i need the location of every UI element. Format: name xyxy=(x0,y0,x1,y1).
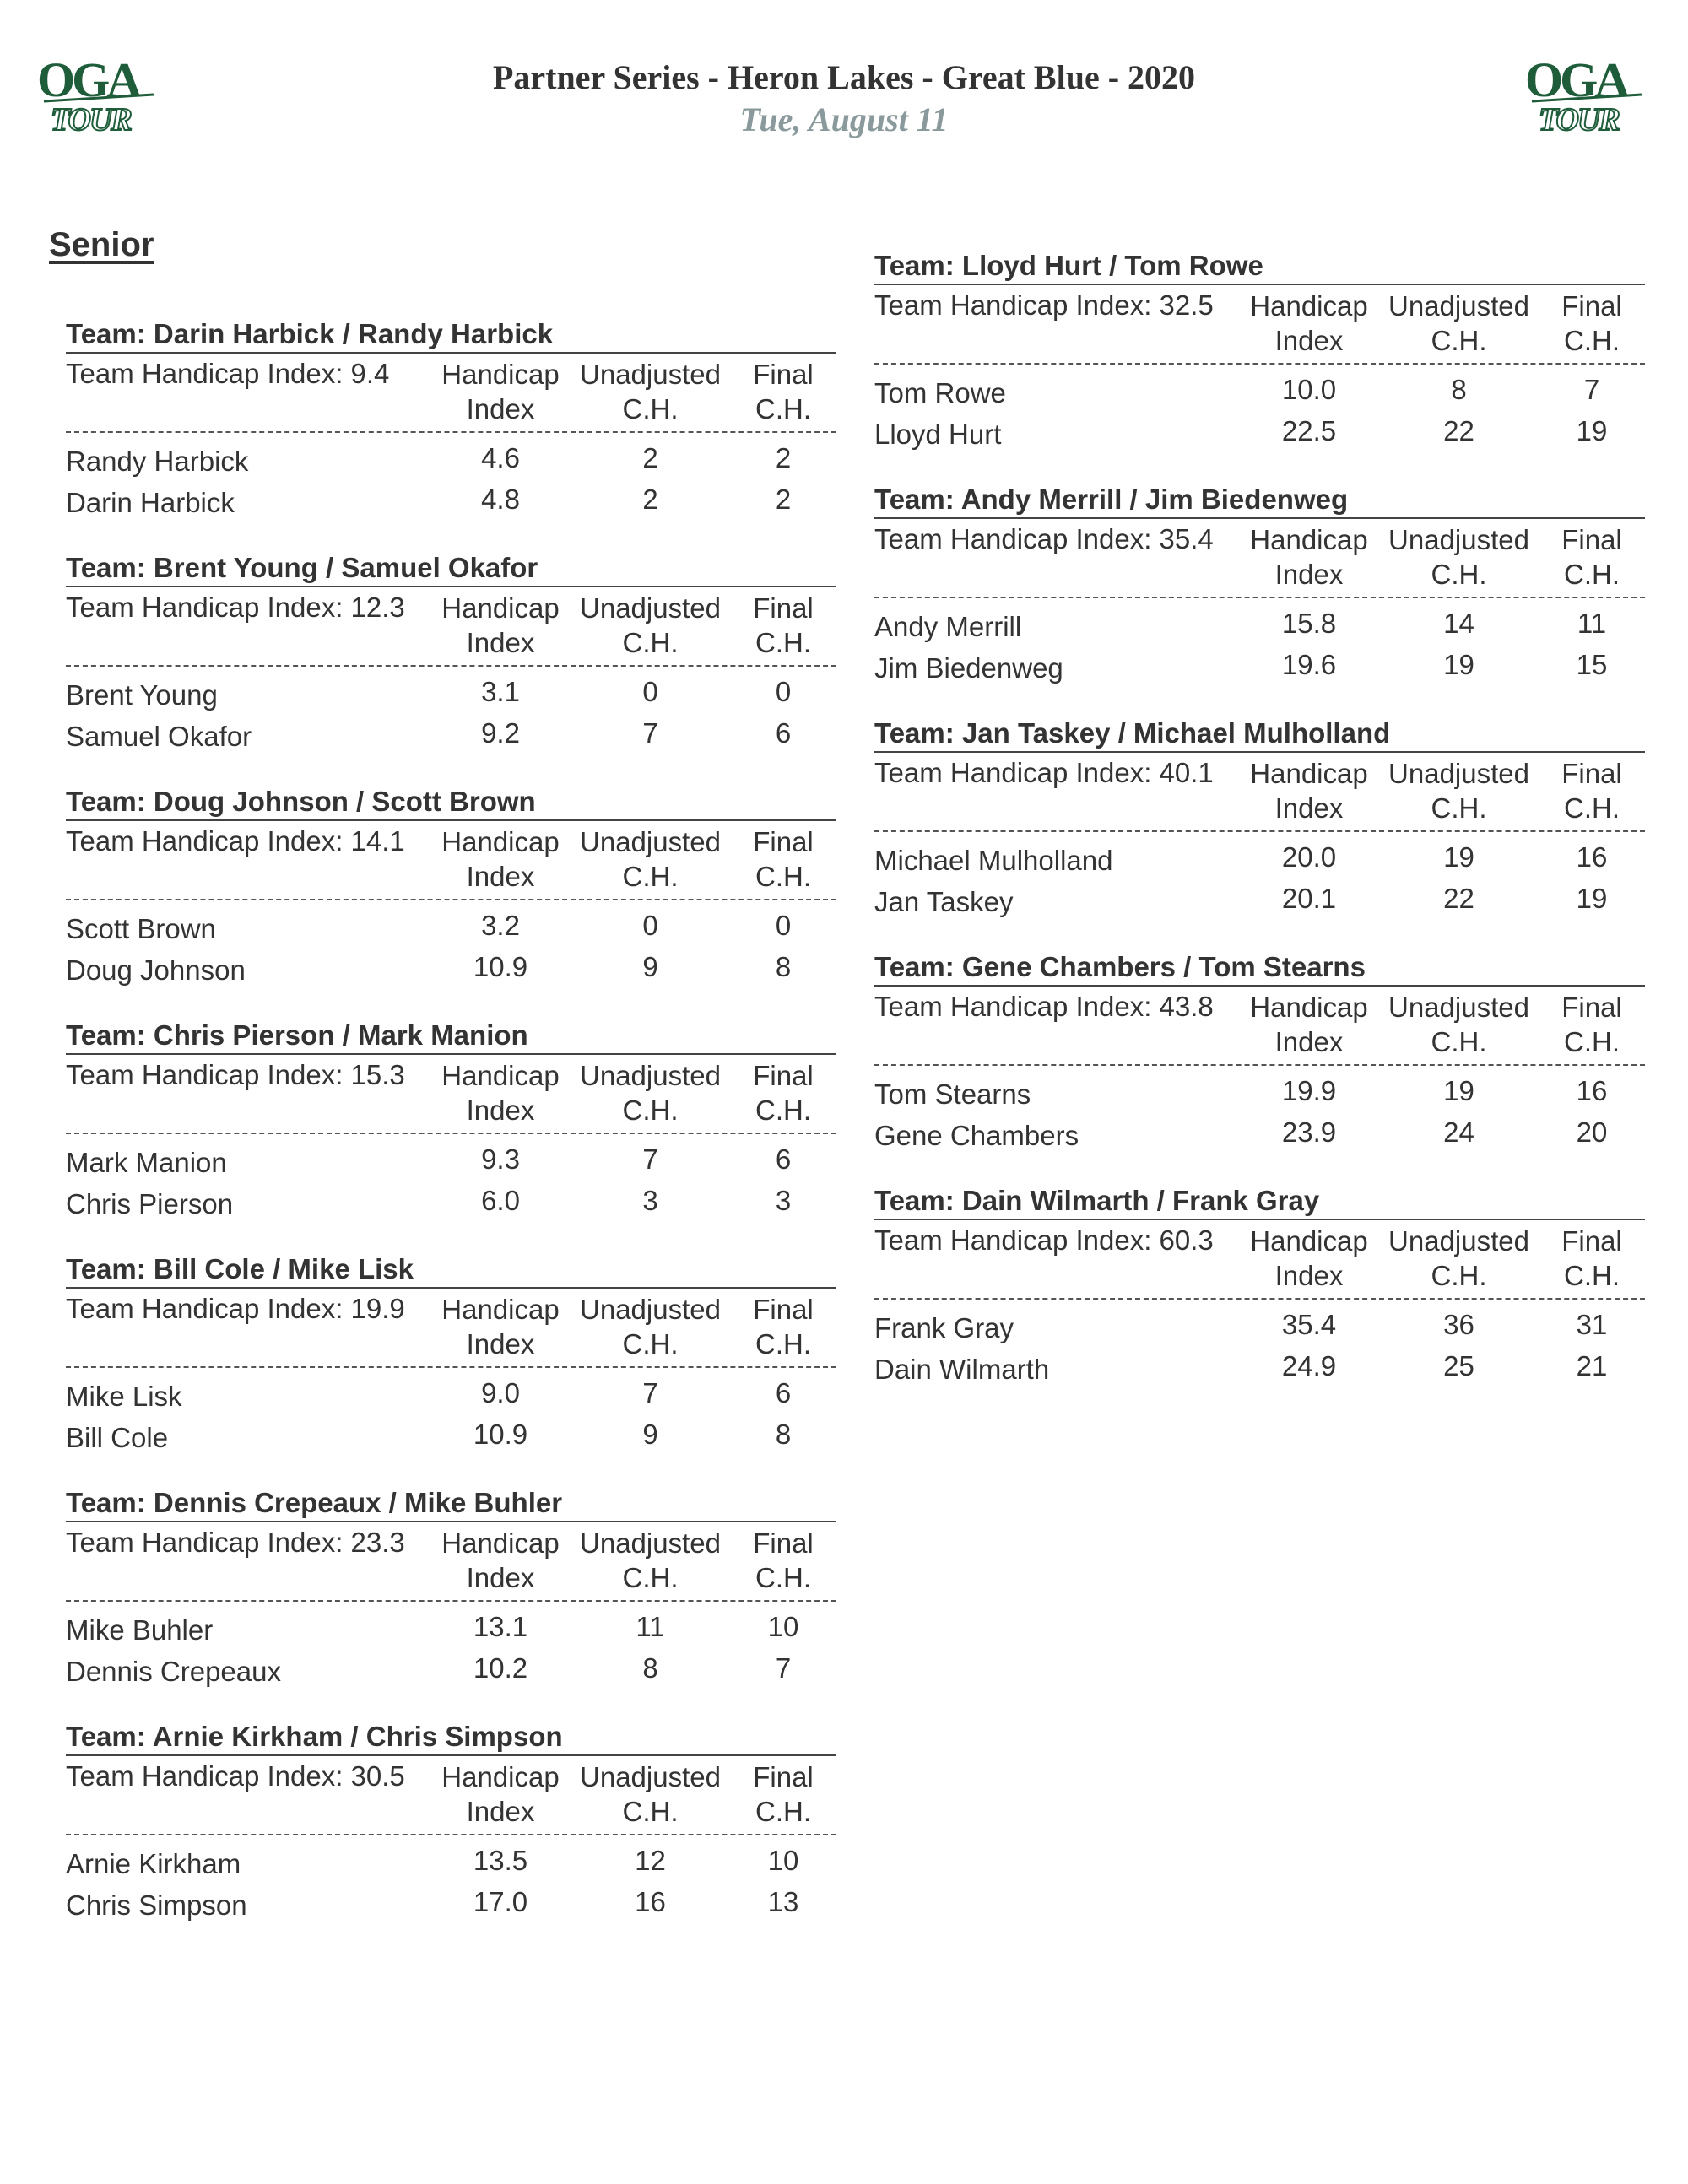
header-line: C.H. xyxy=(755,1562,811,1593)
header-line: C.H. xyxy=(1431,1026,1487,1057)
team-handicap-index: Team Handicap Index: 40.1 xyxy=(874,757,1214,788)
player-name: Samuel Okafor xyxy=(66,721,252,752)
player-row xyxy=(874,606,1645,647)
player-name: Tom Rowe xyxy=(874,377,1006,408)
team-block xyxy=(66,550,836,784)
header-line: Handicap xyxy=(1250,524,1368,555)
player-final-ch: 10 xyxy=(767,1845,799,1876)
team-name: Team: Brent Young / Samuel Okafor xyxy=(66,550,836,587)
header-line: Index xyxy=(1274,1026,1344,1057)
header-line: C.H. xyxy=(622,627,679,658)
header-line: Final xyxy=(753,1527,814,1559)
header-line: Handicap xyxy=(1250,1225,1368,1257)
header-line: Index xyxy=(466,1095,535,1126)
team-header-row xyxy=(874,753,1645,832)
unadjusted-ch-header xyxy=(576,1526,724,1595)
player-row xyxy=(874,1349,1645,1390)
player-final-ch: 2 xyxy=(775,484,792,515)
player-name: Gene Chambers xyxy=(874,1120,1079,1151)
team-handicap-index: Team Handicap Index: 15.3 xyxy=(66,1059,405,1090)
player-handicap-index: 9.0 xyxy=(481,1377,520,1408)
handicap-index-header xyxy=(437,1526,564,1595)
team-name: Team: Doug Johnson / Scott Brown xyxy=(66,784,836,821)
header-line: Handicap xyxy=(441,1060,560,1091)
player-name: Andy Merrill xyxy=(874,611,1022,642)
player-unadjusted-ch: 9 xyxy=(642,951,658,982)
player-unadjusted-ch: 0 xyxy=(642,910,658,941)
team-header-row xyxy=(874,285,1645,365)
player-unadjusted-ch: 11 xyxy=(636,1611,665,1642)
player-handicap-index: 4.6 xyxy=(481,442,520,473)
header-line: Index xyxy=(466,1562,535,1593)
header-line: C.H. xyxy=(1431,325,1487,356)
unadjusted-ch-header xyxy=(1385,289,1533,358)
player-name: Mike Lisk xyxy=(66,1381,182,1412)
player-final-ch: 21 xyxy=(1576,1350,1608,1381)
handicap-index-header xyxy=(1246,990,1372,1059)
team-header-row xyxy=(66,587,836,667)
player-unadjusted-ch: 0 xyxy=(642,676,658,707)
player-final-ch: 16 xyxy=(1576,1075,1608,1106)
header-line: C.H. xyxy=(755,393,811,424)
header-line: Unadjusted xyxy=(580,1527,721,1559)
team-handicap-index: Team Handicap Index: 14.1 xyxy=(66,825,405,857)
player-name: Scott Brown xyxy=(66,913,216,944)
handicap-index-header xyxy=(1246,756,1372,825)
player-final-ch: 7 xyxy=(1583,374,1600,405)
player-unadjusted-ch: 2 xyxy=(642,442,658,473)
player-name: Lloyd Hurt xyxy=(874,419,1002,450)
player-handicap-index: 15.8 xyxy=(1281,608,1337,639)
left-column xyxy=(66,316,836,1953)
player-name: Darin Harbick xyxy=(66,487,235,518)
player-final-ch: 6 xyxy=(775,1143,792,1175)
player-row xyxy=(66,949,836,991)
player-handicap-index: 35.4 xyxy=(1281,1309,1337,1340)
player-name: Randy Harbick xyxy=(66,446,249,477)
final-ch-header xyxy=(1541,1224,1642,1293)
player-row xyxy=(66,1183,836,1224)
team-block xyxy=(66,1485,836,1719)
team-name: Team: Gene Chambers / Tom Stearns xyxy=(874,949,1645,987)
player-handicap-index: 3.2 xyxy=(481,910,520,941)
player-name: Frank Gray xyxy=(874,1312,1014,1343)
player-name: Mike Buhler xyxy=(66,1614,214,1646)
handicap-index-header xyxy=(437,1058,564,1127)
player-unadjusted-ch: 19 xyxy=(1443,841,1474,873)
header-line: Unadjusted xyxy=(580,826,721,857)
player-name: Chris Simpson xyxy=(66,1889,247,1921)
player-name: Arnie Kirkham xyxy=(66,1848,241,1879)
team-handicap-index: Team Handicap Index: 35.4 xyxy=(874,523,1214,554)
player-name: Jim Biedenweg xyxy=(874,652,1063,684)
player-handicap-index: 10.9 xyxy=(473,951,528,982)
player-unadjusted-ch: 7 xyxy=(642,1143,658,1175)
unadjusted-ch-header xyxy=(576,357,724,426)
team-header-row xyxy=(874,987,1645,1066)
player-row xyxy=(66,482,836,523)
unadjusted-ch-header xyxy=(1385,1224,1533,1293)
header-line: Index xyxy=(1274,1260,1344,1291)
unadjusted-ch-header xyxy=(1385,756,1533,825)
team-header-row xyxy=(66,1055,836,1134)
team-handicap-index: Team Handicap Index: 12.3 xyxy=(66,592,405,623)
handicap-index-header xyxy=(437,1292,564,1361)
header-line: Unadjusted xyxy=(1388,992,1529,1023)
player-handicap-index: 10.9 xyxy=(473,1419,528,1450)
final-ch-header xyxy=(1541,756,1642,825)
player-handicap-index: 19.9 xyxy=(1281,1075,1337,1106)
player-unadjusted-ch: 7 xyxy=(642,717,658,749)
unadjusted-ch-header xyxy=(1385,522,1533,592)
handicap-index-header xyxy=(1246,1224,1372,1293)
player-unadjusted-ch: 19 xyxy=(1443,649,1474,680)
logo-text-top: OGA xyxy=(1525,52,1627,107)
header-line: Unadjusted xyxy=(580,1761,721,1792)
header-line: Final xyxy=(753,826,814,857)
player-handicap-index: 9.2 xyxy=(481,717,520,749)
header-line: C.H. xyxy=(1431,1260,1487,1291)
team-block xyxy=(874,949,1645,1183)
player-name: Dennis Crepeaux xyxy=(66,1656,281,1687)
logo-text-bottom: TOUR xyxy=(51,102,131,137)
player-final-ch: 8 xyxy=(775,1419,792,1450)
header-line: Unadjusted xyxy=(580,1294,721,1325)
team-name: Team: Chris Pierson / Mark Manion xyxy=(66,1018,836,1055)
team-handicap-index: Team Handicap Index: 9.4 xyxy=(66,358,390,389)
player-name: Michael Mulholland xyxy=(874,845,1113,876)
header-line: Handicap xyxy=(441,826,560,857)
player-handicap-index: 23.9 xyxy=(1281,1116,1337,1148)
player-row xyxy=(874,1073,1645,1115)
header-line: C.H. xyxy=(1564,1026,1620,1057)
final-ch-header xyxy=(733,1058,834,1127)
team-block xyxy=(66,1251,836,1485)
right-column xyxy=(874,248,1645,1417)
player-handicap-index: 24.9 xyxy=(1281,1350,1337,1381)
player-handicap-index: 22.5 xyxy=(1281,415,1337,446)
header-line: Index xyxy=(466,861,535,892)
player-final-ch: 15 xyxy=(1576,649,1608,680)
player-name: Dain Wilmarth xyxy=(874,1354,1050,1385)
player-row xyxy=(874,840,1645,881)
final-ch-header xyxy=(733,357,834,426)
handicap-index-header xyxy=(437,357,564,426)
player-final-ch: 19 xyxy=(1576,883,1608,914)
team-block xyxy=(874,248,1645,482)
team-block xyxy=(66,1018,836,1251)
player-handicap-index: 17.0 xyxy=(473,1886,528,1917)
player-final-ch: 10 xyxy=(767,1611,799,1642)
player-name: Doug Johnson xyxy=(66,954,246,986)
team-block xyxy=(874,716,1645,949)
header-line: C.H. xyxy=(755,1796,811,1827)
header-line: Final xyxy=(753,1294,814,1325)
player-final-ch: 6 xyxy=(775,717,792,749)
team-name: Team: Andy Merrill / Jim Biedenweg xyxy=(874,482,1645,519)
event-date: Tue, August 11 xyxy=(739,100,949,138)
player-row xyxy=(66,908,836,949)
header-line: Final xyxy=(753,1761,814,1792)
player-unadjusted-ch: 25 xyxy=(1443,1350,1474,1381)
header-line: C.H. xyxy=(755,627,811,658)
team-name: Team: Bill Cole / Mike Lisk xyxy=(66,1251,836,1289)
header-line: C.H. xyxy=(622,1095,679,1126)
player-name: Tom Stearns xyxy=(874,1078,1031,1110)
player-row xyxy=(66,1142,836,1183)
player-handicap-index: 10.0 xyxy=(1281,374,1337,405)
team-header-row xyxy=(66,1522,836,1602)
header-line: Final xyxy=(1561,1225,1622,1257)
player-row xyxy=(66,1417,836,1458)
section-title: Senior xyxy=(49,226,154,263)
player-row xyxy=(66,1651,836,1692)
team-block xyxy=(66,1719,836,1953)
player-row xyxy=(66,1843,836,1884)
player-row xyxy=(66,441,836,482)
header-line: Handicap xyxy=(1250,290,1368,322)
player-name: Chris Pierson xyxy=(66,1188,234,1219)
player-final-ch: 6 xyxy=(775,1377,792,1408)
unadjusted-ch-header xyxy=(576,1058,724,1127)
header-line: C.H. xyxy=(1431,559,1487,590)
final-ch-header xyxy=(1541,990,1642,1059)
final-ch-header xyxy=(733,824,834,894)
player-final-ch: 16 xyxy=(1576,841,1608,873)
team-header-row xyxy=(874,1220,1645,1300)
team-block xyxy=(874,482,1645,716)
team-header-row xyxy=(66,354,836,433)
player-handicap-index: 13.5 xyxy=(473,1845,528,1876)
header-line: Final xyxy=(753,1060,814,1091)
team-name: Team: Dennis Crepeaux / Mike Buhler xyxy=(66,1485,836,1522)
final-ch-header xyxy=(1541,522,1642,592)
player-final-ch: 0 xyxy=(775,910,792,941)
unadjusted-ch-header xyxy=(576,1292,724,1361)
player-row xyxy=(66,1376,836,1417)
team-handicap-index: Team Handicap Index: 19.9 xyxy=(66,1293,405,1324)
page-title: Partner Series - Heron Lakes - Great Blue - 2020 xyxy=(492,58,1196,96)
header-line: Handicap xyxy=(441,359,560,390)
header-line: Final xyxy=(1561,992,1622,1023)
player-final-ch: 20 xyxy=(1576,1116,1608,1148)
header-line: Index xyxy=(466,627,535,658)
logo-text-top: OGA xyxy=(37,52,139,107)
player-row xyxy=(874,372,1645,414)
player-unadjusted-ch: 7 xyxy=(642,1377,658,1408)
player-handicap-index: 20.1 xyxy=(1281,883,1337,914)
team-handicap-index: Team Handicap Index: 60.3 xyxy=(874,1224,1214,1256)
team-name: Team: Jan Taskey / Michael Mulholland xyxy=(874,716,1645,753)
unadjusted-ch-header xyxy=(576,591,724,660)
team-header-row xyxy=(66,1289,836,1368)
team-block xyxy=(66,316,836,550)
header-line: Unadjusted xyxy=(580,1060,721,1091)
player-final-ch: 13 xyxy=(767,1886,799,1917)
player-unadjusted-ch: 2 xyxy=(642,484,658,515)
player-final-ch: 3 xyxy=(775,1185,792,1216)
player-unadjusted-ch: 22 xyxy=(1443,415,1474,446)
player-unadjusted-ch: 12 xyxy=(635,1845,666,1876)
player-row xyxy=(874,881,1645,922)
handicap-index-header xyxy=(437,824,564,894)
header-line: C.H. xyxy=(622,861,679,892)
header-line: Final xyxy=(753,359,814,390)
final-ch-header xyxy=(1541,289,1642,358)
header-line: Unadjusted xyxy=(580,592,721,624)
header-line: Handicap xyxy=(1250,992,1368,1023)
header-line: C.H. xyxy=(755,1095,811,1126)
player-unadjusted-ch: 9 xyxy=(642,1419,658,1450)
handicap-index-header xyxy=(1246,522,1372,592)
handicap-index-header xyxy=(1246,289,1372,358)
header-line: Index xyxy=(1274,792,1344,824)
header-line: C.H. xyxy=(1564,325,1620,356)
team-name: Team: Lloyd Hurt / Tom Rowe xyxy=(874,248,1645,285)
team-name: Team: Darin Harbick / Randy Harbick xyxy=(66,316,836,354)
header-line: C.H. xyxy=(622,1328,679,1360)
unadjusted-ch-header xyxy=(576,824,724,894)
unadjusted-ch-header xyxy=(576,1760,724,1829)
header-line: Final xyxy=(1561,290,1622,322)
team-handicap-index: Team Handicap Index: 43.8 xyxy=(874,991,1214,1022)
header-line: Unadjusted xyxy=(1388,758,1529,789)
player-name: Mark Manion xyxy=(66,1147,227,1178)
player-handicap-index: 20.0 xyxy=(1281,841,1337,873)
player-row xyxy=(874,1307,1645,1349)
team-block xyxy=(874,1183,1645,1417)
header-line: Index xyxy=(466,1328,535,1360)
player-row xyxy=(874,414,1645,455)
header-line: C.H. xyxy=(1431,792,1487,824)
header-line: Index xyxy=(466,393,535,424)
player-name: Bill Cole xyxy=(66,1422,169,1453)
team-handicap-index: Team Handicap Index: 23.3 xyxy=(66,1527,405,1558)
player-unadjusted-ch: 24 xyxy=(1443,1116,1474,1148)
header-line: Handicap xyxy=(441,1294,560,1325)
header-line: Handicap xyxy=(441,592,560,624)
player-final-ch: 8 xyxy=(775,951,792,982)
player-handicap-index: 13.1 xyxy=(473,1611,528,1642)
header-line: Unadjusted xyxy=(580,359,721,390)
header-line: Index xyxy=(466,1796,535,1827)
player-unadjusted-ch: 36 xyxy=(1443,1309,1474,1340)
team-name: Team: Arnie Kirkham / Chris Simpson xyxy=(66,1719,836,1756)
player-handicap-index: 6.0 xyxy=(481,1185,520,1216)
player-name: Brent Young xyxy=(66,679,218,711)
header-line: Final xyxy=(753,592,814,624)
final-ch-header xyxy=(733,1292,834,1361)
header-line: Unadjusted xyxy=(1388,1225,1529,1257)
header-line: C.H. xyxy=(755,1328,811,1360)
team-header-row xyxy=(874,519,1645,598)
player-unadjusted-ch: 22 xyxy=(1443,883,1474,914)
player-final-ch: 31 xyxy=(1576,1309,1608,1340)
header-line: Handicap xyxy=(1250,758,1368,789)
final-ch-header xyxy=(733,1760,834,1829)
handicap-index-header xyxy=(437,591,564,660)
team-name: Team: Dain Wilmarth / Frank Gray xyxy=(874,1183,1645,1220)
header-line: Handicap xyxy=(441,1527,560,1559)
header-line: C.H. xyxy=(622,393,679,424)
header-line: C.H. xyxy=(1564,1260,1620,1291)
team-handicap-index: Team Handicap Index: 30.5 xyxy=(66,1760,405,1792)
player-final-ch: 0 xyxy=(775,676,792,707)
final-ch-header xyxy=(733,591,834,660)
player-final-ch: 2 xyxy=(775,442,792,473)
player-unadjusted-ch: 3 xyxy=(642,1185,658,1216)
header-line: C.H. xyxy=(622,1796,679,1827)
header-line: Unadjusted xyxy=(1388,290,1529,322)
player-handicap-index: 3.1 xyxy=(481,676,520,707)
player-name: Jan Taskey xyxy=(874,886,1014,917)
player-row xyxy=(66,1884,836,1926)
player-handicap-index: 10.2 xyxy=(473,1652,528,1684)
player-unadjusted-ch: 8 xyxy=(642,1652,658,1684)
player-row xyxy=(874,647,1645,689)
header-line: C.H. xyxy=(1564,792,1620,824)
player-unadjusted-ch: 8 xyxy=(1451,374,1467,405)
team-handicap-index: Team Handicap Index: 32.5 xyxy=(874,289,1214,321)
header-line: Index xyxy=(1274,559,1344,590)
header-line: Unadjusted xyxy=(1388,524,1529,555)
team-header-row xyxy=(66,821,836,900)
handicap-index-header xyxy=(437,1760,564,1829)
header-line: Final xyxy=(1561,758,1622,789)
player-handicap-index: 4.8 xyxy=(481,484,520,515)
final-ch-header xyxy=(733,1526,834,1595)
player-unadjusted-ch: 16 xyxy=(635,1886,666,1917)
player-row xyxy=(874,1115,1645,1156)
header-line: Handicap xyxy=(441,1761,560,1792)
player-final-ch: 19 xyxy=(1576,415,1608,446)
player-handicap-index: 9.3 xyxy=(481,1143,520,1175)
unadjusted-ch-header xyxy=(1385,990,1533,1059)
team-block xyxy=(66,784,836,1018)
header-line: Index xyxy=(1274,325,1344,356)
player-row xyxy=(66,716,836,757)
player-unadjusted-ch: 19 xyxy=(1443,1075,1474,1106)
header-line: Final xyxy=(1561,524,1622,555)
team-header-row xyxy=(66,1756,836,1835)
player-final-ch: 7 xyxy=(775,1652,792,1684)
header-line: C.H. xyxy=(1564,559,1620,590)
player-unadjusted-ch: 14 xyxy=(1443,608,1474,639)
logo-text-bottom: TOUR xyxy=(1539,102,1619,137)
player-final-ch: 11 xyxy=(1577,608,1607,639)
player-row xyxy=(66,1609,836,1651)
header-line: C.H. xyxy=(755,861,811,892)
player-handicap-index: 19.6 xyxy=(1281,649,1337,680)
player-row xyxy=(66,674,836,716)
header-line: C.H. xyxy=(622,1562,679,1593)
